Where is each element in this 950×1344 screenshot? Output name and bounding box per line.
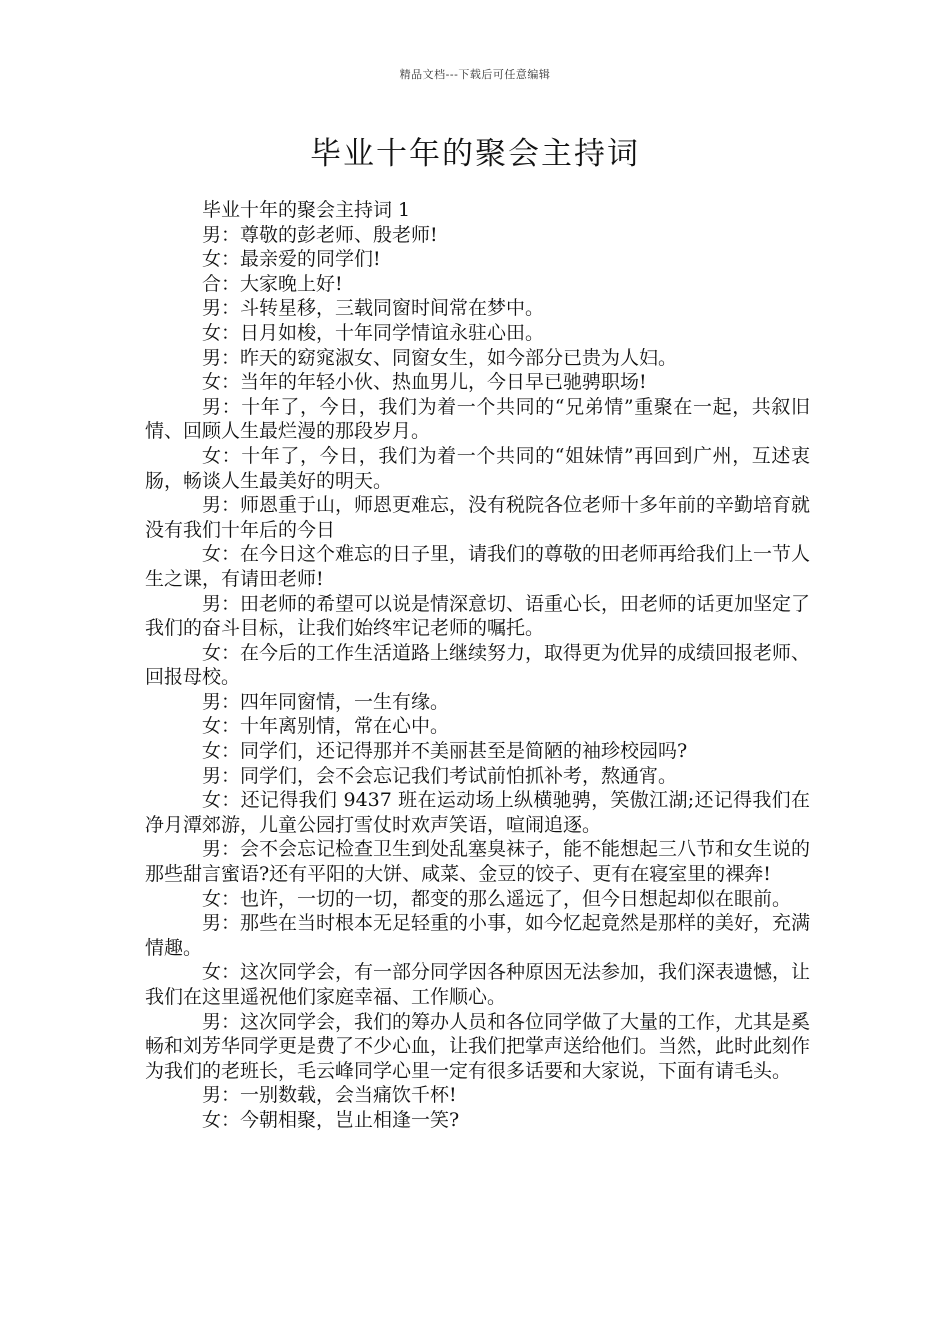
- paragraph: 女：最亲爱的同学们!: [202, 248, 381, 271]
- paragraph: 合：大家晚上好!: [202, 272, 343, 295]
- paragraph: 女：当年的年轻小伙、热血男儿，今日早已驰骋职场!: [202, 371, 647, 394]
- paragraph: 女：十年了，今日，我们为着一个共同的“姐妹情”再回到广州，互述衷肠，畅谈人生最美好的明天。: [145, 444, 810, 492]
- paragraph: 毕业十年的聚会主持词 1: [202, 199, 411, 221]
- paragraph: 女：在今后的工作生活道路上继续努力，取得更为优异的成绩回报老师、回报母校。: [145, 641, 811, 689]
- paragraph: 女：十年离别情，常在心中。: [202, 715, 450, 738]
- paragraph: 男：一别数载，会当痛饮千杯!: [202, 1084, 457, 1107]
- document-title: 毕业十年的聚会主持词: [310, 136, 640, 172]
- paragraph: 女：在今日这个难忘的日子里，请我们的尊敬的田老师再给我们上一节人生之课，有请田老师!: [145, 543, 811, 590]
- paragraph: 男：会不会忘记检查卫生到处乱塞臭袜子，能不能想起三八节和女生说的那些甜言蜜语?还有平阳的大饼、咸菜、金豆的饺子、更有在寝室里的裸奔!: [145, 838, 811, 886]
- paragraph: 女：也许，一切的一切，都变的那么遥远了，但今日想起却似在眼前。: [202, 887, 792, 910]
- paragraph: 男：那些在当时根本无足轻重的小事，如今忆起竟然是那样的美好，充满情趣。: [145, 912, 811, 959]
- paragraph: 男：昨天的窈窕淑女、同窗女生，如今部分已贵为人妇。: [202, 346, 678, 369]
- paragraph: 女：这次同学会，有一部分同学因各种原因无法参加，我们深表遗憾，让我们在这里遥祝他们家庭幸福、工作顺心。: [145, 961, 811, 1008]
- paragraph: 男：四年同窗情，一生有缘。: [202, 690, 450, 713]
- paragraph: 女：今朝相聚，岂止相逢一笑?: [202, 1108, 460, 1131]
- paragraph: 男：田老师的希望可以说是情深意切、语重心长，田老师的话更加坚定了我们的奋斗目标，让我们始终牢记老师的嘱托。: [145, 592, 811, 640]
- document-body: [145, 198, 810, 1133]
- paragraph: 男：师恩重于山，师恩更难忘，没有税院各位老师十多年前的辛勤培育就没有我们十年后的今日: [145, 494, 811, 541]
- paragraph: 男：同学们，会不会忘记我们考试前怕抓补考，熬通宵。: [202, 764, 678, 787]
- paragraph: 男：这次同学会，我们的筹办人员和各位同学做了大量的工作，尤其是奚畅和刘芳华同学更是费了不少心血，让我们把掌声送给他们。当然，此时此刻作为我们的老班长，毛云峰同学心里一定有很多话要和大家说，下面有请毛头。: [145, 1010, 811, 1082]
- paragraph: 女：还记得我们 9437 班在运动场上纵横驰骋，笑傲江湖;还记得我们在净月潭郊游，儿童公园打雪仗时欢声笑语，喧闹追逐。: [145, 789, 810, 836]
- paragraph: 男：尊敬的彭老师、殷老师!: [202, 223, 438, 246]
- paragraph: 女：同学们，还记得那并不美丽甚至是简陋的袖珍校园吗?: [202, 740, 688, 763]
- paragraph: 男：十年了，今日，我们为着一个共同的“兄弟情”重聚在一起，共叙旧情、回顾人生最烂漫的那段岁月。: [145, 395, 810, 443]
- paragraph: 女：日月如梭，十年同学情谊永驻心田。: [202, 321, 545, 344]
- paragraph: 男：斗转星移，三载同窗时间常在梦中。: [202, 297, 545, 320]
- header-note: 精品文档---下载后可任意编辑: [399, 68, 551, 81]
